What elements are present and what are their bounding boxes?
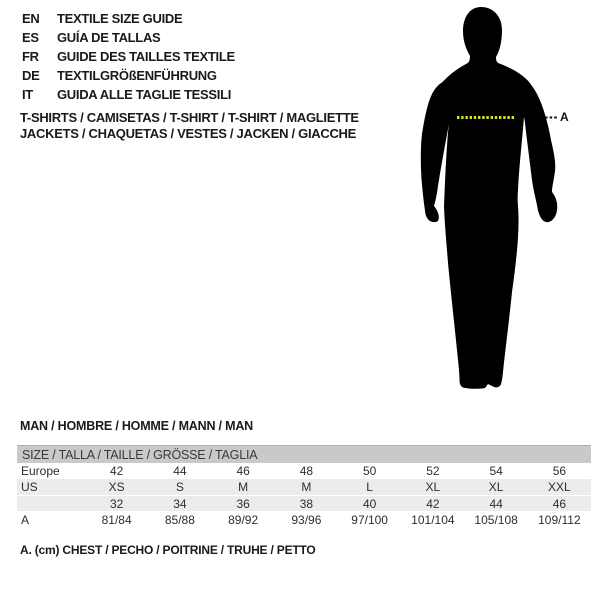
table-cell: 40 [362,496,377,511]
table-cell: 44 [489,496,503,511]
table-row-us-inches [17,495,591,511]
list-item [22,66,235,85]
table-cell: 50 [362,464,377,478]
language-label: GUIDE DES TAILLES TEXTILE [57,49,235,64]
table-cell: 101/104 [411,512,455,527]
table-cell: 44 [173,464,187,478]
table-cell: 52 [426,464,440,478]
language-list [22,9,235,104]
language-code: IT [22,87,33,102]
table-cell: 32 [109,496,124,511]
size-table [17,445,591,528]
table-row-us [17,479,591,495]
table-cell: 109/112 [538,512,581,527]
row-label: Europe [21,464,60,478]
table-cell: L [366,480,373,494]
measure-label-a: A [560,110,569,124]
table-cell: 46 [236,464,250,478]
category-lines [20,110,359,142]
list-item [22,9,235,28]
table-cell: XS [108,480,125,494]
table-cell: 38 [299,496,314,511]
language-label: GUÍA DE TALLAS [57,30,161,45]
list-item [22,28,235,47]
list-item [22,85,235,104]
language-code: ES [22,30,39,45]
table-cell: XL [425,480,441,494]
language-label: TEXTILGRÖßENFÜHRUNG [57,68,217,83]
man-silhouette-figure [400,0,600,400]
section-title-man: MAN / HOMBRE / HOMME / MANN / MAN [20,419,253,433]
language-code: DE [22,68,40,83]
table-cell: M [301,480,312,494]
measurement-footnote: A. (cm) CHEST / PECHO / POITRINE / TRUHE / PETTO [20,543,316,557]
table-cell: 34 [173,496,187,511]
size-table-header [17,445,591,463]
table-cell: 97/100 [351,512,388,527]
table-cell: 89/92 [228,512,259,527]
table-cell: 81/84 [101,512,132,527]
row-label: US [21,480,38,494]
table-cell: 93/96 [291,512,322,527]
table-cell: XXL [548,480,571,494]
table-row-europe [17,463,591,479]
table-cell: 85/88 [164,512,195,527]
language-code: FR [22,49,39,64]
table-cell: XL [488,480,504,494]
table-cell: 42 [109,464,124,478]
size-table-header-label: SIZE / TALLA / TAILLE / GRÖSSE / TAGLIA [22,447,258,462]
list-item [22,47,235,66]
category-line-jackets: JACKETS / CHAQUETAS / VESTES / JACKEN / GIACCHE [20,126,356,141]
table-cell: 56 [552,464,567,478]
language-label: GUIDA ALLE TAGLIE TESSILI [57,87,232,102]
table-cell: M [238,480,249,494]
language-code: EN [22,11,40,26]
language-label: TEXTILE SIZE GUIDE [57,11,183,26]
table-cell: 54 [489,464,503,478]
table-cell: 105/108 [474,512,518,527]
category-line-tshirts: T-SHIRTS / CAMISETAS / T-SHIRT / T-SHIRT / MAGLIETTE [20,110,359,125]
table-row-chest-a [17,511,591,528]
table-cell: 48 [299,464,314,478]
row-label: A [21,512,30,527]
table-cell: 36 [236,496,250,511]
man-silhouette [421,7,557,389]
table-cell: S [175,480,184,494]
table-cell: 42 [426,496,440,511]
table-cell: 46 [552,496,567,511]
